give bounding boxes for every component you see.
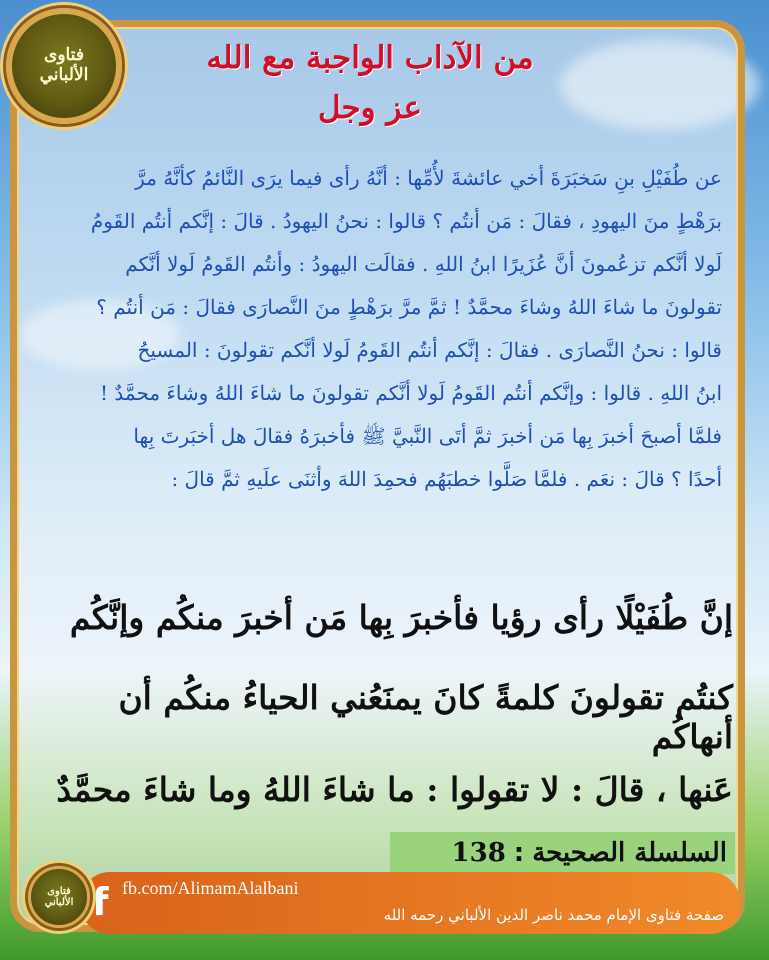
narration-line: تقولونَ ما شاءَ اللهُ وشاءَ محمَّدٌ ! ثمَّ مرَّ برَهْطٍ منَ النَّصارَى فقالَ : مَن أنتُم ؟ [96,295,722,319]
seal-small-line1: فتاوى [47,885,71,897]
narration-line: ابنُ اللهِ . قالوا : وإنَّكم أنتُم القَومُ لَولا أنَّكم تقولونَ ما شاءَ اللهُ وشاءَ محمَّدٌ ! [99,381,722,405]
fatawa-albani-seal-logo [6,8,122,124]
footer-bar[interactable] [80,872,740,934]
fatawa-albani-seal-logo-small [28,866,90,928]
reference-box [390,832,735,874]
reference-colon: : [513,838,525,868]
seal-line1: فتاوى [44,45,84,66]
hadith-line-2: كنتُم تقولونَ كلمةً كانَ يمنَعُني الحياءُ منكُم أن أنهاكُم [118,678,733,756]
hadith-line-3: عَنها ، قالَ : لا تقولوا : ما شاءَ اللهُ وما شاءَ محمَّدٌ [56,770,733,809]
seal-line2: الألباني [39,65,89,85]
reference-label: السلسلة الصحيحة [532,838,727,868]
narration-line: أحدًا ؟ قالَ : نعَم . فلمَّا صَلَّوا خطبَهُم فحمِدَ اللهَ وأثنَى علَيهِ ثمَّ قالَ : [171,467,722,491]
narration-line: لَولا أنَّكم تزعُمونَ أنَّ عُزَيرًا ابنُ اللهِ . فقالَت اليهودُ : وأنتُم القَومُ لَولا أنَّكم [125,252,722,276]
narration-text [42,158,722,502]
reference-number: 138 [451,838,506,868]
narration-line: قالوا : نحنُ النَّصارَى . فقالَ : إنَّكم أنتُم القَومُ لَولا أنَّكم تقولونَ : المسيحُ [137,338,722,362]
facebook-page-name: صفحة فتاوى الإمام محمد ناصر الدين الألباني رحمه الله [383,906,724,924]
narration-line: عن طُفَيْلِ بنِ سَخبَرَةَ أخي عائشةَ لأُمِّها : أنَّهُ رأى فيما يرَى النَّائمُ كأنَّهُ مرَّ [135,166,722,190]
hadith-line-1: إنَّ طُفَيْلًا رأى رؤيا فأخبرَ بِها مَن أخبرَ منكُم وإنَّكُم [69,598,733,637]
page-subtitle: عز وجل [317,90,422,126]
page-title: من الآداب الواجبة مع الله [206,40,534,76]
facebook-icon[interactable]: f [92,880,109,924]
seal-small-line2: الألباني [44,897,74,908]
narration-line: فلمَّا أصبحَ أخبرَ بِها مَن أخبرَ ثمَّ أتَى النَّبيَّ ﷺ فأخبرَهُ فقالَ هل أخبَرتَ بِها [133,424,722,448]
facebook-url[interactable]: fb.com/AlimamAlalbani [122,878,299,898]
narration-line: برَهْطٍ منَ اليهودِ ، فقالَ : مَن أنتُم ؟ قالوا : نحنُ اليهودُ . قالَ : إنَّكم أنتُم القَومُ [90,209,722,233]
